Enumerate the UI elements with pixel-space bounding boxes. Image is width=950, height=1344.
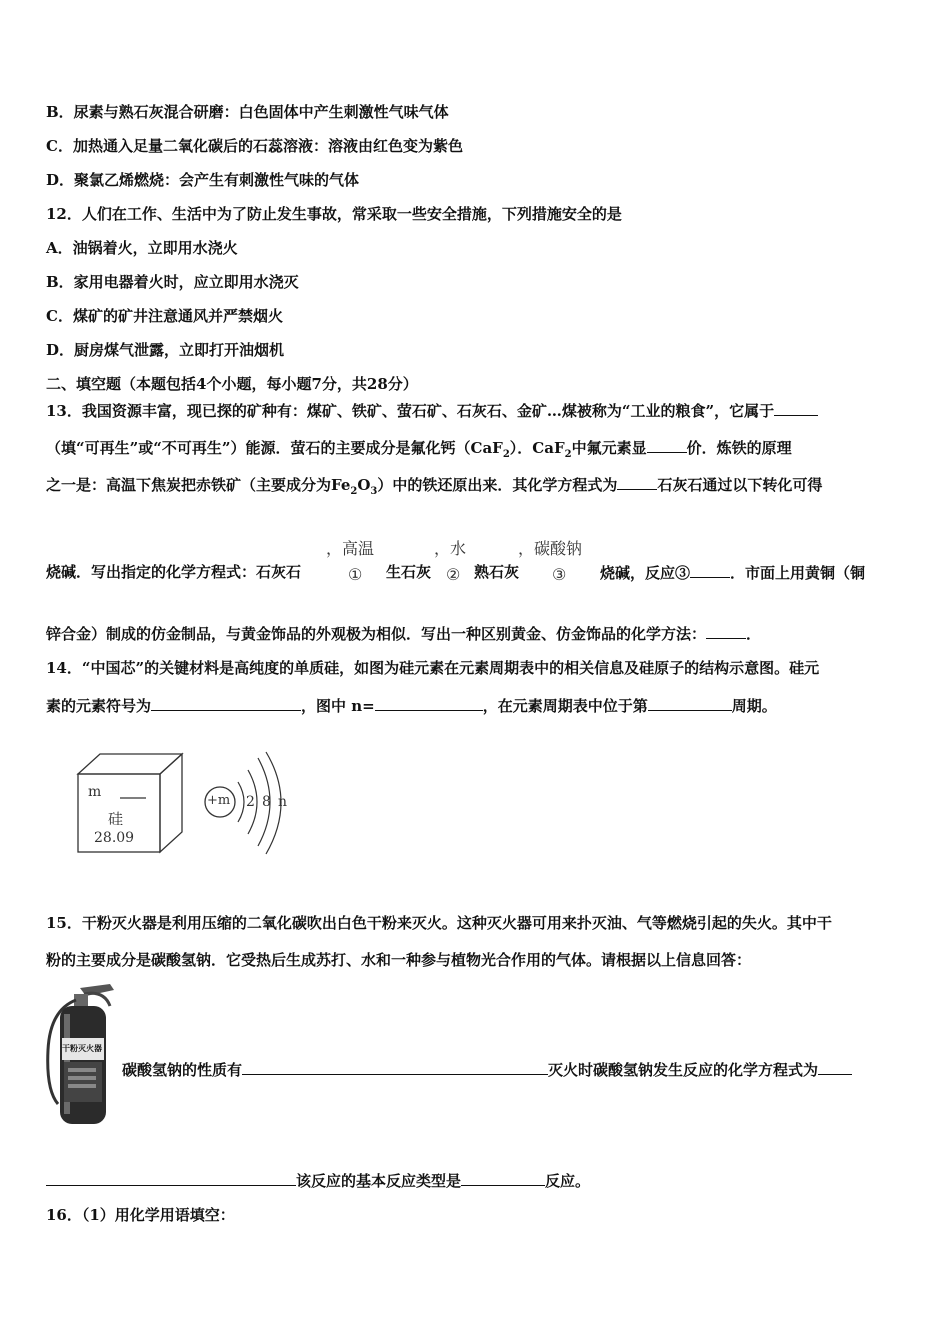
option-d-pvc: D．聚氯乙烯燃烧：会产生有刺激性气味的气体: [46, 171, 360, 189]
q13-blank-reaction3[interactable]: [690, 562, 730, 578]
q15-text-3b: 灭火时碳酸氢钠发生反应的化学方程式为: [548, 1061, 819, 1079]
q15-line-3: [122, 1059, 852, 1080]
q13-text-2b: ）．CaF: [509, 439, 565, 457]
question-16: 16．（1）用化学用语填空：: [46, 1206, 235, 1224]
subscript: 2: [564, 449, 572, 460]
arrow-prefix: ，: [434, 539, 451, 558]
subscript: 3: [370, 486, 378, 497]
q13-line-5: [46, 623, 761, 644]
q14-text-2c: ，在元素周期表中位于第: [482, 697, 648, 715]
q13-text-3a: 之一是：高温下焦炭把赤铁矿（主要成分为Fe: [46, 476, 351, 494]
arrow-label-1: [326, 536, 374, 559]
q13-text-3c: ）中的铁还原出来．其化学方程式为: [377, 476, 618, 494]
question-14: 14．“中国芯”的关键材料是高纯度的单质硅，如图为硅元素在元素周期表中的相关信息及硅原子的结构示意图。硅元: [46, 659, 820, 677]
q15-line-2: 粉的主要成分是碳酸氢钠．它受热后生成苏打、水和一种参与植物光合作用的气体。请根据以上信息回答：: [46, 951, 752, 969]
nucleus-charge: +m: [207, 793, 231, 808]
fire-extinguisher-figure: [40, 980, 122, 1130]
shell-3-electrons: n: [278, 794, 288, 810]
q13-blank-method[interactable]: [706, 623, 746, 639]
arrow-label-3: [518, 536, 582, 559]
q14-text-2b: ，图中 n=: [301, 697, 375, 715]
q15-blank-reaction-type[interactable]: [461, 1170, 545, 1186]
element-symbol: 硅: [108, 810, 124, 828]
q14-text-2a: 素的元素符号为: [46, 697, 152, 715]
q15-blank-properties[interactable]: [242, 1059, 548, 1075]
circle-2: ②: [446, 565, 461, 584]
shell-1-electrons: 2: [246, 794, 255, 810]
extinguisher-label: 干粉灭火器: [62, 1043, 102, 1053]
q13-text-1: 13．我国资源丰富，现已探的矿种有：煤矿、铁矿、萤石矿、石灰石、金矿…煤被称为“工业的粮食”，它属于: [46, 402, 775, 420]
q12-option-d: D．厨房煤气泄露，立即打开油烟机: [46, 341, 285, 359]
subscript: 2: [350, 486, 358, 497]
circle-1: ①: [348, 565, 363, 584]
shell-2-electrons: 8: [262, 794, 271, 810]
q13-line-3: [46, 474, 822, 502]
q13-text-3d: 石灰石通过以下转化可得: [657, 476, 823, 494]
arrow-prefix: ，: [518, 539, 535, 558]
q13-line-2: [46, 437, 792, 465]
q13-text-3b: O: [357, 476, 371, 494]
q15-text-3a: 碳酸氢钠的性质有: [122, 1061, 243, 1079]
q13-text-4e: ．市面上用黄铜（铜: [730, 564, 866, 582]
q13-text-4d: 烧碱，反应③: [600, 564, 691, 582]
q15-blank-equation[interactable]: [46, 1170, 296, 1186]
q14-line-2: [46, 695, 777, 716]
q13-blank-energy[interactable]: [774, 400, 818, 416]
q12-option-c: C．煤矿的矿井注意通风并严禁烟火: [46, 307, 283, 325]
subscript: 2: [502, 449, 510, 460]
q14-blank-period[interactable]: [648, 695, 732, 711]
question-12: 12．人们在工作、生活中为了防止发生事故，常采取一些安全措施，下列措施安全的是: [46, 205, 622, 223]
q14-text-2d: 周期。: [731, 697, 777, 715]
q15-blank-equation-start[interactable]: [818, 1059, 852, 1075]
option-b-urea: B．尿素与熟石灰混合研磨：白色固体中产生刺激性气味气体: [46, 103, 449, 121]
q15-text-4a: 该反应的基本反应类型是: [296, 1172, 462, 1190]
arrow-label-soda: 碳酸钠: [534, 539, 583, 558]
q13-text-2c: 中氟元素显: [571, 439, 647, 457]
arrow-label-2: [434, 536, 466, 559]
element-atomic-number: m: [88, 784, 102, 800]
arrow-prefix: ，: [326, 539, 343, 558]
q13-line-4a: 烧碱．写出指定的化学方程式：石灰石: [46, 563, 302, 581]
q13-text-5a: 锌合金）制成的仿金制品，与黄金饰品的外观极为相似．写出一种区别黄金、仿金饰品的化学方法：: [46, 625, 707, 643]
q13-blank-valence[interactable]: [647, 437, 687, 453]
q13-line-1: [46, 400, 818, 421]
arrow-label-water: 水: [450, 539, 467, 558]
q15-line-4: [46, 1170, 590, 1191]
q15-text-4b: 反应。: [545, 1172, 591, 1190]
arrow-label-heat: 高温: [342, 539, 375, 558]
q12-option-b: B．家用电器着火时，应立即用水浇灭: [46, 273, 299, 291]
q13-line-4c: 熟石灰: [474, 563, 520, 581]
q13-line-4b: 生石灰: [386, 563, 432, 581]
q13-line-4d: [600, 562, 865, 583]
q13-text-5b: ．: [746, 625, 762, 643]
q12-option-a: A．油锅着火，立即用水浇火: [46, 239, 238, 257]
question-15: 15．干粉灭火器是利用压缩的二氧化碳吹出白色干粉来灭火。这种灭火器可用来扑灭油、气等燃烧引起的失火。其中干: [46, 914, 832, 932]
q14-blank-n[interactable]: [375, 695, 483, 711]
circle-3: ③: [552, 565, 567, 584]
q13-blank-equation[interactable]: [617, 474, 657, 490]
q14-blank-symbol[interactable]: [151, 695, 301, 711]
element-atomic-mass: 28.09: [94, 830, 135, 846]
section-2-heading: 二、填空题（本题包括4个小题，每小题7分，共28分）: [46, 375, 418, 393]
q13-text-2d: 价．炼铁的原理: [686, 439, 792, 457]
q13-text-2a: （填“可再生”或“不可再生”）能源．萤石的主要成分是氟化钙（CaF: [46, 439, 503, 457]
option-c-litmus: C．加热通入足量二氧化碳后的石蕊溶液：溶液由红色变为紫色: [46, 137, 463, 155]
